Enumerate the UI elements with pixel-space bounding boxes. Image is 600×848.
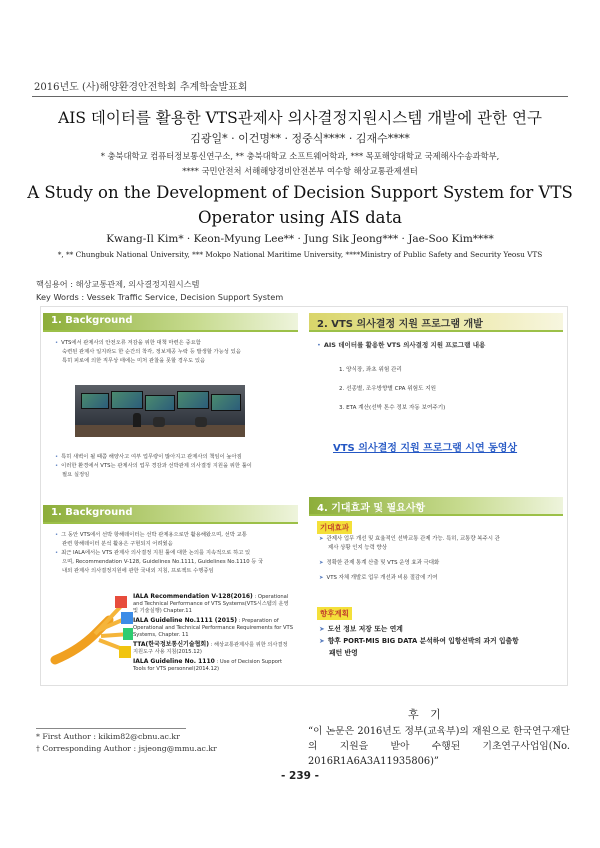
list-item: ➤ 향후 PORT-MIS BIG DATA 분석하여 입항선박의 과거 입출항	[319, 637, 519, 645]
list-item: 숙련된 관제사 일지라도 한 순간의 착각, 정보제공 누락 등 발생할 가능성 있음	[62, 349, 241, 355]
expected-effect-tag: 기대효과	[317, 521, 352, 534]
demo-video-link[interactable]: VTS 의사결정 지원 프로그램 시연 동영상	[333, 443, 518, 454]
list-item: 내외 관제사 의사결정지원에 관한 국내외 지침, 프로젝트 수행중임	[62, 568, 214, 574]
title-korean: AIS 데이터를 활용한 VTS관제사 의사결정지원시스템 개발에 관한 연구	[58, 109, 542, 127]
reference-item: IALA Guideline No.1111 (2015) : Preparation of Operational and Technical Performance Requirements for VTS Systems, Chapter. 11	[133, 617, 293, 638]
list-item: 패턴 반영	[329, 649, 358, 657]
title-english-line-1: A Study on the Development of Decision Support System for VTS	[27, 183, 573, 202]
reference-item: IALA Guideline No. 1110 : Use of Decision Support Tools for VTS personnel(2014.12)	[133, 658, 283, 672]
list-item: ➤ 도선 정보 저장 또는 연계	[319, 625, 403, 633]
list-item: • 특히 새벽이 될 때쯤 해양사고 여부 업무량이 많아지고 관제사의 책임이 높아짐	[55, 454, 242, 460]
list-item: 특히 피로에 의한 직무상 태에는 미처 관찰을 못할 경우도 있음	[62, 358, 206, 364]
section-1-bullets-b	[55, 453, 303, 480]
list-item: 3. ETA 계산(선박 톤수 정보 자동 보여주기)	[339, 405, 446, 411]
poster-figure	[40, 306, 568, 686]
reference-item: IALA Recommendation V-128(2016) : Operational and Technical Performance of VTS Systems(VTS시스템의 운영 및 기술실행) Chapter.11	[133, 593, 289, 614]
section-1-title: 1. Background	[51, 315, 133, 326]
keywords-korean: 핵심용어 : 해상교통관제, 의사결정지원시스템	[36, 279, 200, 289]
section-4-header	[309, 497, 563, 516]
authors-english: Kwang-Il Kim* · Keon-Myung Lee** · Jung Sik Jeong*** · Jae-Soo Kim****	[106, 233, 494, 245]
section-4-title: 4. 기대효과 및 필요사항	[317, 503, 426, 514]
affiliations-korean	[40, 149, 560, 179]
expected-effect-list	[319, 535, 559, 583]
section-2-heading: • AIS 데이터를 활용한 VTS 의사결정 지원 프로그램 내용	[317, 341, 486, 349]
list-item: • 이러한 환경에서 VTS는 관제사의 업무 경감과 선박관제 의사결정 지원을 위한 툴이	[55, 463, 252, 469]
list-item: 으며, Recommendation V-128, Guidelines No.1111, Guidelines No.1110 등 국	[62, 559, 264, 565]
title-english	[0, 180, 600, 230]
section-3-title: 1. Background	[51, 507, 133, 518]
list-item: 제사 상황 인지 능력 향상	[328, 545, 387, 551]
header-divider	[32, 96, 568, 97]
vts-control-room-photo	[75, 385, 245, 437]
footnote-divider	[36, 728, 186, 729]
list-item: • 그 동안 VTS에서 선박 항해데이터는 선박 관제용으로만 활용해왔으며, 선박 교통	[55, 532, 247, 538]
future-plan-tag: 향후계획	[317, 607, 352, 620]
section-3-bullets	[55, 531, 303, 576]
keywords-english: Key Words : Vessek Traffic Service, Decision Support System	[36, 292, 284, 302]
list-item: • VTS에서 관제사의 안전오류 저감을 위한 대책 마련은 중요함	[55, 340, 201, 346]
reference-list	[133, 593, 293, 673]
conference-header: 2016년도 (사)해양환경안전학회 추계학술발표회	[34, 82, 248, 93]
list-item: ➤ 정확한 관제 통계 산출 및 VTS 운영 효과 극대화	[319, 560, 440, 566]
list-item: 필요 실정임	[62, 472, 90, 478]
page-number: - 239 -	[281, 770, 319, 782]
section-2-header	[309, 313, 563, 332]
affiliation-ko-line-1: * 충북대학교 컴퓨터정보통신연구소, ** 충북대학교 소프트웨어학과, *** 목포해양대학교 국제해사수송과학부,	[100, 151, 500, 161]
footnote-corresponding-author: † Corresponding Author : jsjeong@mmu.ac.kr	[36, 744, 217, 753]
section-2-title: 2. VTS 의사결정 지원 프로그램 개발	[317, 319, 483, 330]
list-item: 관련 항해데이터 분석 활용은 구현되지 어려웠음	[62, 541, 173, 547]
list-item: • 최근 IALA에서는 VTS 관제사 의사결정 지원 툴에 대한 논의를 지속적으로 하고 있	[55, 550, 251, 556]
list-item: 1. 양식장, 좌초 위험 관리	[339, 367, 402, 373]
acknowledgment-title: 후 기	[408, 708, 445, 721]
section-1-bullets	[55, 339, 300, 366]
reference-item: TTA(한국정보통신기술협회) : 해상교통관제사를 위한 의사결정 지원도구 사용 지침(2015.12)	[133, 641, 288, 655]
puzzle-hand-figure	[49, 590, 133, 668]
list-item: ➤ VTS 자체 개발로 업무 개선과 비용 절감에 기여	[319, 575, 438, 581]
acknowledgment-text: “이 논문은 2016년도 정부(교육부)의 재원으로 한국연구재단의 지원을 받아 수행된 기초연구사업임(No. 2016R1A6A3A11935806)”	[308, 726, 570, 767]
footnote-first-author: * First Author : kikim82@cbnu.ac.kr	[36, 732, 180, 741]
section-2-items	[339, 361, 445, 418]
section-1-header	[43, 313, 298, 332]
affiliation-ko-line-2: **** 국민안전처 서해해양경비안전본부 여수항 해상교통관제센터	[182, 166, 418, 176]
future-plan-list	[319, 623, 559, 659]
authors-korean: 김광일* · 이건명** · 정중식**** · 김재수****	[190, 132, 410, 145]
affiliations-english: *, ** Chungbuk National University, *** Mokpo National Maritime University, ****Ministry of Public Safety and Security Yeosu VTS	[57, 250, 543, 259]
list-item: 2. 선종별, 조우방향별 CPA 위험도 지원	[339, 386, 436, 392]
section-3-header	[43, 505, 298, 524]
title-english-line-2: Operator using AIS data	[198, 208, 402, 227]
list-item: ➤ 관제사 업무 개선 및 효율적인 선박교통 관제 가능. 특히, 교통량 복주시 관	[319, 536, 500, 542]
